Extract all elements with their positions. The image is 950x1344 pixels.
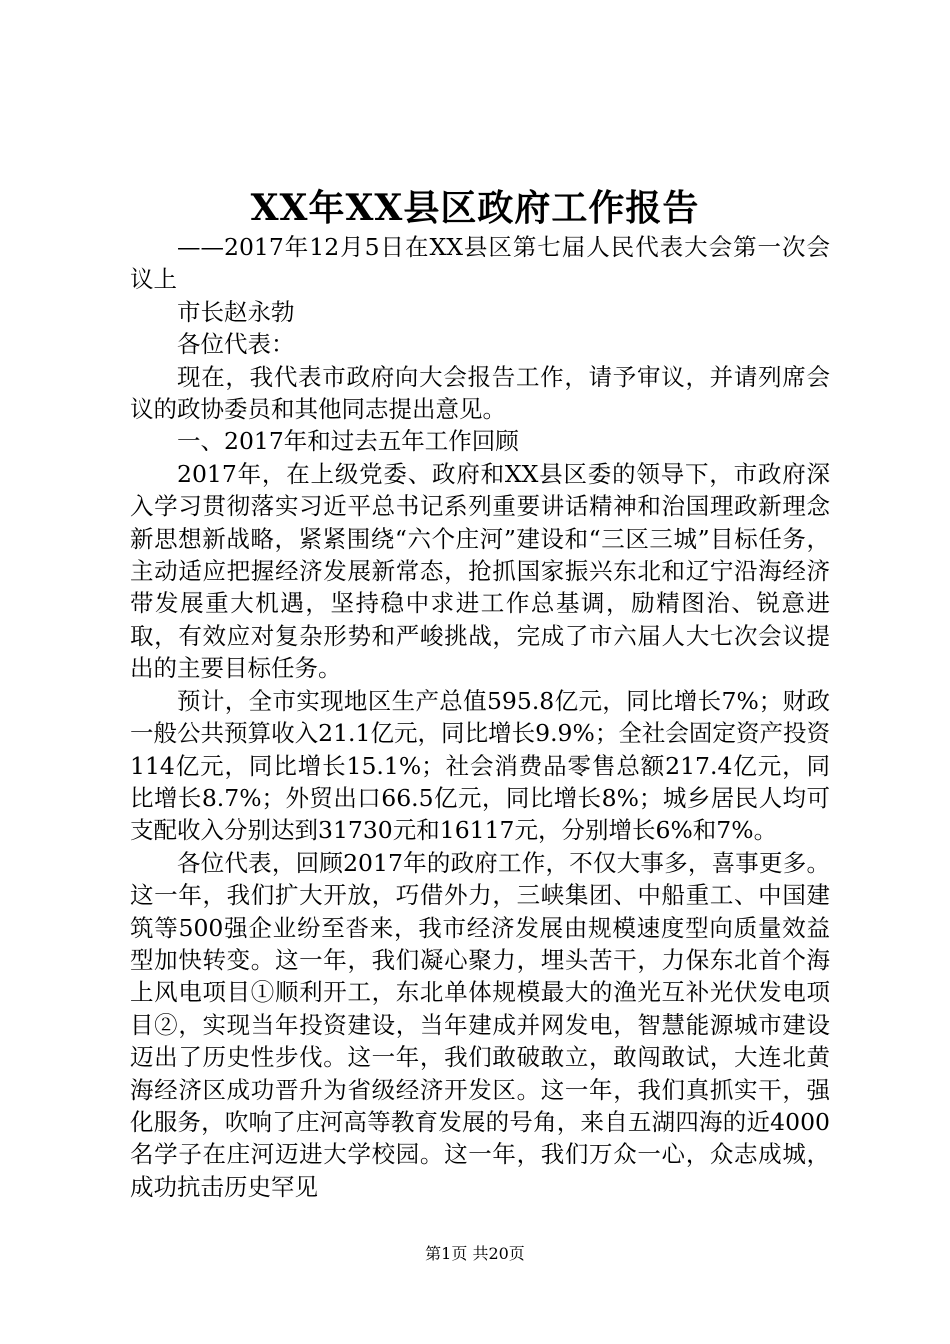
section-heading: 一、2017年和过去五年工作回顾: [177, 427, 519, 456]
subtitle-paragraph: ——2017年12月5日在XX县区第七届人民代表大会第一次会议上: [130, 233, 830, 294]
document-title: XX年XX县区政府工作报告: [250, 187, 700, 229]
intro-paragraph: 现在，我代表市政府向大会报告工作，请予审议，并请列席会议的政协委员和其他同志提出意见。: [130, 362, 830, 424]
body-paragraph: 各位代表，回顾2017年的政府工作，不仅大事多，喜事更多。这一年，我们扩大开放，巧借外力，三峡集团、中船重工、中国建筑等500强企业纷至沓来，我市经济发展由规模速度型向质量效益型加快转变。这一年，我们凝心聚力，埋头苦干，力保东北首个海上风电项目①顺利开工，东北单体规模最大的渔光互补光伏发电项目②，实现当年投资建设，当年建成并网发电，智慧能源城市建设迈出了历史性步伐。这一年，我们敢破敢立，敢闯敢试，大连北黄海经济区成功晋升为省级经济开发区。这一年，我们真抓实干，强化服务，吹响了庄河高等教育发展的号角，来自五湖四海的近4000名学子在庄河迈进大学校园。这一年，我们万众一心，众志成城，成功抗击历史罕见: [130, 848, 830, 1201]
statistics-paragraph: 预计，全市实现地区生产总值595.8亿元，同比增长7%；财政一般公共预算收入21.1亿元，同比增长9.9%；全社会固定资产投资114亿元，同比增长15.1%；社会消费品零售总额217.4亿元，同比增长8.7%；外贸出口66.5亿元，同比增长8%；城乡居民人均可支配收入分别达到31730元和16117元，分别增长6%和7%。: [130, 686, 830, 845]
speaker-paragraph: 市长赵永勃: [177, 297, 295, 326]
body-paragraph: 2017年，在上级党委、政府和XX县区委的领导下，市政府深入学习贯彻落实习近平总书记系列重要讲话精神和治国理政新理念新思想新战略，紧紧围绕“六个庄河”建设和“三区三城”目标任务，主动适应把握经济发展新常态，抢抓国家振兴东北和辽宁沿海经济带发展重大机遇，坚持稳中求进工作总基调，励精图治、锐意进取，有效应对复杂形势和严峻挑战，完成了市六届人大七次会议提出的主要目标任务。: [130, 459, 830, 683]
document-body: [130, 231, 830, 1203]
salutation-paragraph: 各位代表：: [177, 330, 295, 359]
page-footer: 第1页 共20页: [425, 1244, 525, 1263]
